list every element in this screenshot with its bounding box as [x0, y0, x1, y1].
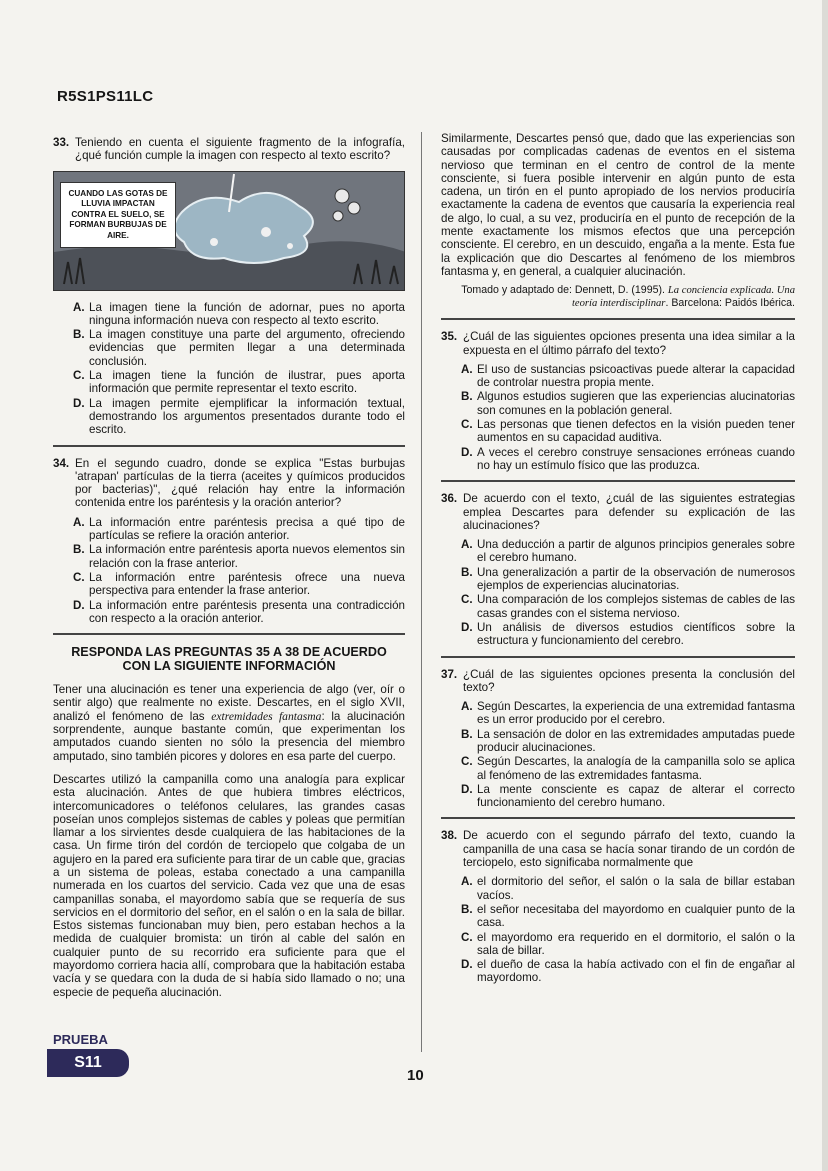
option-d[interactable]: [73, 397, 405, 437]
question-number: 35.: [441, 330, 458, 344]
option-letter: A.: [73, 515, 85, 529]
source-text: Tomado y adaptado de: Dennett, D. (1995).: [461, 284, 668, 297]
option-text: La información entre paréntesis ofrece una nueva perspectiva para entender la frase anterior.: [89, 570, 405, 598]
page-number: 10: [407, 1067, 424, 1084]
separator: [441, 656, 795, 658]
reading-paragraph-2: Descartes utilizó la campanilla como una analogía para explicar esta alucinación. Antes de que hubiera timbres eléctricos, intercomunicadores o teléfonos celulares, las grandes casas poseían unos complejos sistemas de cables y poleas que permitían llamar a los sirvientes desde cualquiera de las habitaciones de la casa. Un firme tirón del cordón de terciopelo que colgaba de un agujero en la pared era suficiente para tirar de un cable que, gracias a un sistema de poleas, estaba conectado a una campanilla numerada en los cuartos del servicio. Cada vez que una de esas campanillas sonaba, el mayordomo sabía que se requería de sus servicios en el dormitorio del señor, en el salón o en la sala de billar. Estos sistemas funcionaban muy bien, pero estaban hechos a la medida de cualquier bromista: un tirón al cable del salón en cualquier punto de su recorrido era suficiente para que el mayordomo corriera hacia allí, comprobara que la habitación estaba vacía y se quedara con la duda de si había sido llamado o no; una especie de pequeña alucinación.: [53, 772, 405, 999]
option-letter: B.: [461, 390, 473, 404]
option-text: Una comparación de los complejos sistemas de cables de las casas grandes con el sistema nervioso.: [477, 593, 795, 620]
question-number: 36.: [441, 492, 458, 506]
source-citation: [441, 284, 795, 310]
option-letter: B.: [461, 902, 473, 916]
question-37: [441, 668, 795, 810]
option-text: La imagen permite ejemplificar la información textual, demostrando los argumentos presentados durante todo el escrito.: [89, 396, 405, 437]
badge-label: PRUEBA: [53, 1032, 108, 1047]
option-text: Según Descartes, la analogía de la campanilla solo se aplica al fenómeno de las extremidades fantasma.: [477, 755, 795, 782]
paragraph-italic: extremidades fantasma: [211, 709, 322, 723]
option-c[interactable]: [461, 931, 795, 958]
option-letter: B.: [73, 543, 85, 557]
question-35: [441, 330, 795, 472]
option-letter: A.: [461, 538, 473, 552]
option-letter: C.: [461, 930, 473, 944]
option-letter: C.: [461, 593, 473, 607]
option-text: La información entre paréntesis precisa a qué tipo de partículas se refiere la oración anterior.: [89, 515, 405, 543]
question-number: 33.: [53, 136, 70, 149]
option-b[interactable]: [461, 903, 795, 930]
option-letter: D.: [461, 620, 473, 634]
option-d[interactable]: [461, 958, 795, 985]
question-text: De acuerdo con el segundo párrafo del texto, cuando la campanilla de una casa se hacía sonar tirando de un cordón de terciopelo, esto significaba normalmente que: [463, 829, 795, 870]
separator: [441, 817, 795, 819]
option-letter: D.: [73, 396, 85, 410]
options-list: [73, 516, 405, 625]
option-text: La imagen tiene la función de adornar, pues no aporta ninguna información nueva con respecto al texto escrito.: [89, 300, 405, 327]
option-c[interactable]: [461, 755, 795, 782]
option-d[interactable]: [461, 446, 795, 473]
question-number: 38.: [441, 829, 458, 843]
infographic-caption: CUANDO LAS GOTAS DE LLUVIA IMPACTAN CONTRA EL SUELO, SE FORMAN BURBUJAS DE AIRE.: [60, 182, 176, 249]
option-letter: B.: [461, 727, 473, 741]
option-letter: C.: [73, 570, 85, 584]
option-text: Algunos estudios sugieren que las experiencias alucinatorias son comunes en la población general.: [477, 390, 795, 417]
option-letter: D.: [461, 958, 473, 972]
option-letter: C.: [461, 418, 473, 432]
question-36: [441, 492, 795, 647]
option-d[interactable]: [461, 621, 795, 648]
left-column: [53, 136, 405, 1009]
option-text: Una deducción a partir de algunos principios generales sobre el cerebro humano.: [477, 538, 795, 565]
paragraph-text: Tener una alucinación es tener una experiencia de algo (ver, oír o sentir algo) que realmente no existe. Descartes, en el siglo XVII, analizó el fenómeno de las: [53, 683, 405, 723]
option-text: La información entre paréntesis presenta una contradicción con respecto a la oración anterior.: [89, 598, 405, 625]
section-title: [53, 645, 405, 673]
option-letter: A.: [461, 700, 473, 714]
option-d[interactable]: [73, 599, 405, 626]
question-text: Teniendo en cuenta el siguiente fragmento de la infografía, ¿qué función cumple la imagen con respecto al texto escrito?: [75, 136, 405, 163]
question-text: De acuerdo con el texto, ¿cuál de las siguientes estrategias emplea Descartes para defender su explicación de las alucinaciones?: [463, 492, 795, 532]
option-text: La imagen constituye una parte del argumento, ofreciendo evidencias que permiten llegar a una determinada conclusión.: [89, 328, 405, 368]
question-38: [441, 829, 795, 984]
option-letter: B.: [461, 565, 473, 579]
option-c[interactable]: [73, 369, 405, 396]
option-a[interactable]: [461, 363, 795, 390]
option-text: el señor necesitaba del mayordomo en cualquier punto de la casa.: [477, 902, 795, 930]
options-list: [461, 538, 795, 647]
option-text: Un análisis de diversos estudios científicos sobre la estructura y funcionamiento del cerebro.: [477, 620, 795, 648]
paragraph-text: : la alucinación sorprendente, aunque bastante común, que experimentan los amputados cuando sienten no sólo la presencia del miembro amputado, sino también picores y dolores en esa parte del cuerpo.: [53, 709, 406, 763]
question-number: 37.: [441, 667, 458, 681]
option-text: La mente consciente es capaz de alterar el correcto funcionamiento del cerebro humano.: [477, 782, 795, 810]
option-letter: B.: [73, 328, 85, 342]
option-letter: A.: [73, 300, 85, 314]
option-c[interactable]: [461, 418, 795, 445]
question-number: 34.: [53, 456, 70, 470]
options-list: [461, 363, 795, 472]
badge-code: S11: [47, 1049, 129, 1077]
separator: [53, 445, 405, 447]
right-column: [441, 132, 795, 993]
option-text: el mayordomo era requerido en el dormitorio, el salón o la sala de billar.: [477, 930, 795, 957]
option-text: Según Descartes, la experiencia de una extremidad fantasma es un error producido por el cerebro.: [477, 700, 795, 727]
option-d[interactable]: [461, 783, 795, 810]
option-a[interactable]: [73, 516, 405, 543]
option-b[interactable]: [73, 543, 405, 570]
separator: [441, 318, 795, 320]
option-letter: D.: [461, 445, 473, 459]
exam-code: R5S1PS11LC: [57, 88, 154, 105]
option-text: el dueño de casa la había activado con el fin de engañar al mayordomo.: [477, 958, 795, 985]
option-text: La información entre paréntesis aporta nuevos elementos sin relación con la frase anterior.: [89, 543, 405, 570]
option-text: El uso de sustancias psicoactivas puede alterar la capacidad de controlar nuestra propia mente.: [477, 362, 795, 390]
option-a[interactable]: [461, 538, 795, 565]
option-b[interactable]: [73, 328, 405, 368]
option-a[interactable]: [461, 700, 795, 727]
option-a[interactable]: [73, 301, 405, 328]
option-text: Las personas que tienen defectos en la visión pueden tener aumentos en su capacidad auditiva.: [477, 418, 795, 445]
reading-paragraph-1: [53, 683, 405, 763]
option-b[interactable]: [461, 390, 795, 417]
option-b[interactable]: [461, 566, 795, 593]
option-letter: D.: [461, 782, 473, 796]
column-divider: [421, 132, 422, 1052]
option-c[interactable]: [73, 571, 405, 598]
section-title-line: CON LA SIGUIENTE INFORMACIÓN: [122, 659, 336, 674]
options-list: [461, 875, 795, 984]
source-title: La conciencia explicada. Una teoría interdisciplinar: [571, 285, 795, 310]
option-letter: C.: [73, 369, 85, 383]
option-text: La sensación de dolor en las extremidades amputadas puede producir alucinaciones.: [477, 727, 795, 754]
option-letter: A.: [461, 875, 473, 889]
question-text: ¿Cuál de las siguientes opciones presenta la conclusión del texto?: [463, 667, 795, 694]
infographic-image: [53, 171, 405, 291]
options-list: [73, 301, 405, 437]
question-33: [53, 136, 405, 437]
option-text: Una generalización a partir de la observación de numerosos ejemplos de experiencias alucinatorias.: [477, 565, 795, 593]
test-badge: [47, 1032, 129, 1077]
option-c[interactable]: [461, 593, 795, 620]
section-title-line: RESPONDA LAS PREGUNTAS 35 A 38 DE ACUERDO: [71, 645, 387, 660]
separator: [53, 633, 405, 635]
question-text: En el segundo cuadro, donde se explica "Estas burbujas 'atrapan' partículas de la tierra (aceites y químicos producidos por bacterias)", ¿qué relación hay entre la información contenida entre los paréntesis y la oración anterior?: [75, 456, 405, 510]
option-letter: A.: [461, 362, 473, 376]
source-text: . Barcelona: Paidós Ibérica.: [665, 297, 795, 310]
question-text: ¿Cuál de las siguientes opciones presenta una idea similar a la expuesta en el último párrafo del texto?: [463, 330, 795, 357]
option-text: A veces el cerebro construye sensaciones erróneas cuando no hay un estímulo físico que las produzca.: [477, 445, 795, 472]
option-letter: D.: [73, 598, 85, 612]
question-34: [53, 457, 405, 626]
option-text: el dormitorio del señor, el salón o la sala de billar estaban vacíos.: [477, 875, 795, 902]
separator: [441, 480, 795, 482]
reading-paragraph-3: Similarmente, Descartes pensó que, dado que las experiencias son causadas por complicadas cadenas de eventos en el sistema nervioso que terminan en el centro de control de la mente consciente, si fuera posible intervenir en algún punto de esta cadena, un tirón en el punto apropiado de los nervios produciría exactamente la cadena de eventos que causaría la experiencia real de algo, lo cual, a su vez, produciría en el punto de recepción de la mente exactamente los mismos efectos que una percepción consciente. El cerebro, en un descuido, engaña a la mente. Esta fue la explicación que dio Descartes al fenómeno de los miembros fantasma y, en general, a cualquier alucinación.: [441, 132, 795, 278]
options-list: [461, 700, 795, 809]
option-text: La imagen tiene la función de ilustrar, pues aporta información que permite representar el texto escrito.: [89, 369, 405, 396]
page-edge: [822, 0, 828, 1171]
option-b[interactable]: [461, 728, 795, 755]
option-a[interactable]: [461, 875, 795, 902]
option-letter: C.: [461, 755, 473, 769]
